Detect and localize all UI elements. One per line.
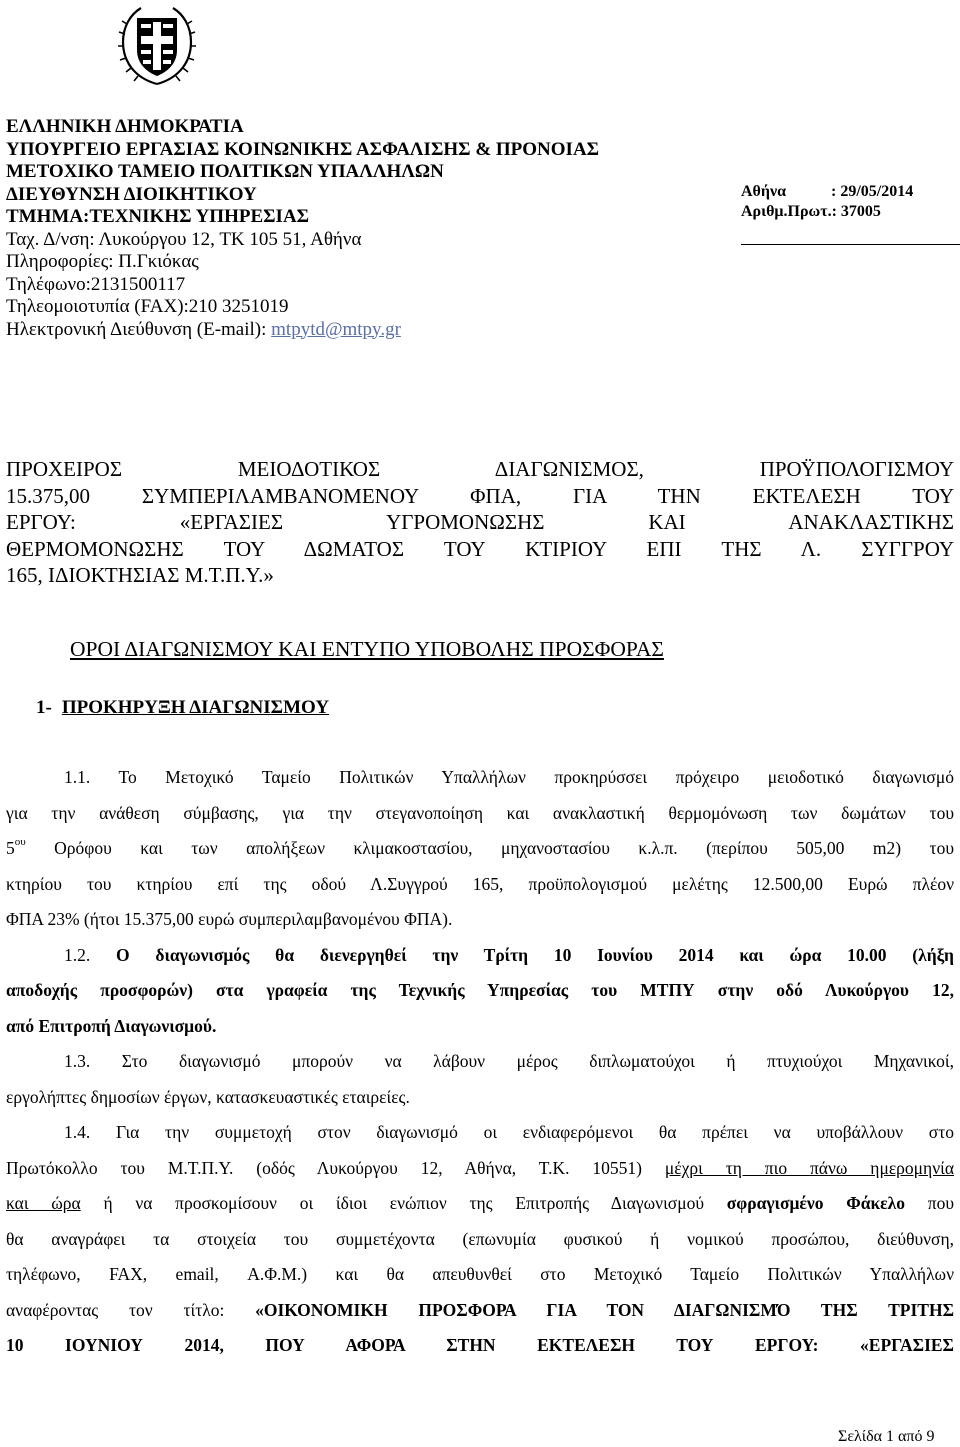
title-line: ΕΡΓΟΥ: «ΕΡΓΑΣΙΕΣ ΥΓΡΟΜΟΝΩΣΗΣ ΚΑΙ ΑΝΑΚΛΑΣΤΙΚΗΣ: [6, 510, 954, 534]
clause-number: 1.3.: [64, 1051, 91, 1071]
paragraph-1-1-line: [6, 760, 954, 796]
date-label: Αθήνα: [741, 183, 787, 200]
clause-text: 5: [6, 838, 15, 858]
clause-text: Για την συμμετοχή στον διαγωνισμό οι ενδιαφερόμενοι θα πρέπει να υποβάλλουν στο: [90, 1122, 954, 1142]
clause-text: Ο διαγωνισμός θα διενεργηθεί την Τρίτη 10 Ιουνίου 2014 και ώρα 10.00 (λήξη: [90, 944, 954, 965]
header-line-ministry: ΥΠΟΥΡΓΕΙΟ ΕΡΓΑΣΙΑΣ ΚΟΙΝΩΝΙΚΗΣ ΑΣΦΑΛΙΣΗΣ & ΠΡΟΝΟΙΑΣ: [6, 138, 600, 160]
paragraph-1-4-line: [6, 1293, 954, 1329]
sender-header: [6, 116, 766, 341]
paragraph-1-1-line: για την ανάθεση σύμβασης, για την στεγανοποίηση και ανακλαστική θερμομόνωση των δωμάτων του: [6, 802, 954, 823]
date-protocol-box: [741, 182, 960, 222]
header-phone: Τηλέφωνο:2131500117: [6, 273, 186, 295]
section-number: 1-: [36, 697, 52, 718]
paragraph-1-1-line: [6, 831, 954, 867]
clause-text: Στο διαγωνισμό μπορούν να λάβουν μέρος διπλωματούχοι ή πτυχιούχοι Μηχανικοί,: [90, 1051, 954, 1071]
clause-text: που: [905, 1193, 955, 1213]
paragraph-1-4-line: τηλέφωνο, FAX, email, Α.Φ.Μ.) και θα απευθυνθεί στο Μετοχικό Ταμείο Πολιτικών Υπαλλήλων: [6, 1264, 954, 1284]
clause-text: Το Μετοχικό Ταμείο Πολιτικών Υπαλλήλων προκηρύσσει πρόχειρο μειοδοτικό διαγωνισμό: [90, 767, 954, 787]
paragraph-1-4-line: θα αναγράφει τα στοιχεία του συμμετέχοντα (επωνυμία φυσικού ή νομικού προσώπου, διεύθυνση,: [6, 1228, 954, 1249]
paragraph-1-2-line: αποδοχής προσφορών) στα γραφεία της Τεχνικής Υπηρεσίας του ΜΤΠΥ στην οδό Λυκούργου 12,: [6, 980, 954, 1000]
paragraph-1-4-line: 10 ΙΟΥΝΙΟΥ 2014, ΠΟΥ ΑΦΟΡΑ ΣΤΗΝ ΕΚΤΕΛΕΣΗ ΤΟΥ ΕΡΓΟΥ: «ΕΡΓΑΣΙΕΣ: [6, 1335, 954, 1355]
header-line-department: ΤΜΗΜΑ:ΤΕΧΝΙΚΗΣ ΥΠΗΡΕΣΙΑΣ: [6, 206, 310, 227]
header-divider: [741, 244, 960, 245]
header-info: Πληροφορίες: Π.Γκιόκας: [6, 251, 199, 272]
paragraph-1-4-line: [6, 1151, 954, 1187]
section-title: ΠΡΟΚΗΡΥΞΗ ΔΙΑΓΩΝΙΣΜΟΥ: [61, 697, 330, 718]
clause-text: ή να προσκομίσουν οι ίδιοι ενώπιον της Επιτροπής Διαγωνισμού: [80, 1193, 727, 1213]
email-label: Ηλεκτρονική Διεύθυνση (E-mail):: [6, 318, 272, 340]
paragraph-1-2-line: από Επιτροπή Διαγωνισμού.: [6, 1015, 217, 1036]
title-line: 15.375,00 ΣΥΜΠΕΡΙΛΑΜΒΑΝΟΜΕΝΟΥ ΦΠΑ, ΓΙΑ ΤΗΝ ΕΚΤΕΛΕΣΗ ΤΟΥ: [6, 483, 954, 508]
clause-number: 1.1.: [64, 767, 91, 787]
terms-heading: ΟΡΟΙ ΔΙΑΓΩΝΙΣΜΟΥ ΚΑΙ ΕΝΤΥΠΟ ΥΠΟΒΟΛΗΣ ΠΡΟΣΦΟΡΑΣ: [70, 637, 664, 661]
underlined-text: και ώρα: [6, 1193, 81, 1213]
clause-text: αναφέροντας τον τίτλο:: [6, 1299, 256, 1320]
protocol-value: : 37005: [831, 203, 881, 220]
section-1-heading: [36, 697, 329, 719]
underlined-text: μέχρι τη πιο πάνω ημερομηνία: [664, 1157, 954, 1178]
ordinal-superscript: ου: [14, 836, 26, 848]
header-fax: Τηλεομοιοτυπία (FAX):210 3251019: [6, 296, 289, 317]
clause-number: 1.2.: [64, 944, 91, 965]
page-number: Σελίδα 1 από 9: [838, 1428, 935, 1445]
bold-text: σφραγισμένο Φάκελο: [726, 1193, 906, 1213]
email-link[interactable]: mtpytd@mtpy.gr: [271, 318, 401, 340]
clause-number: 1.4.: [64, 1122, 91, 1142]
paragraph-1-4-line: [6, 1186, 954, 1222]
title-line: ΘΕΡΜΟΜΟΝΩΣΗΣ ΤΟΥ ΔΩΜΑΤΟΣ ΤΟΥ ΚΤΙΡΙΟΥ ΕΠΙ ΤΗΣ Λ. ΣΥΓΓΡΟΥ: [6, 536, 954, 561]
paragraph-1-3-line: [6, 1044, 954, 1080]
paragraph-1-4-line: [6, 1115, 954, 1151]
bold-text: «ΟΙΚΟΝΟΜΙΚΗ ΠΡΟΣΦΟΡΑ ΓΙΑ ΤΟΝ ΔΙΑΓΩΝΙΣΜΌ ΤΗΣ ΤΡΙΤΗΣ: [255, 1299, 955, 1320]
header-line-directorate: ΔΙΕΥΘΥΝΣΗ ΔΙΟΙΚΗΤΙΚΟΥ: [6, 183, 257, 205]
header-line-country: ΕΛΛΗΝΙΚΗ ΔΗΜΟΚΡΑΤΙΑ: [6, 116, 244, 137]
document-body: [6, 760, 954, 1364]
title-line: 165, ΙΔΙΟΚΤΗΣΙΑΣ Μ.Τ.Π.Υ.»: [6, 563, 274, 587]
paragraph-1-2-line: [6, 938, 954, 974]
header-address: Ταχ. Δ/νση: Λυκούργου 12, ΤΚ 105 51, Αθήνα: [6, 228, 362, 250]
tender-title: [6, 456, 954, 589]
paragraph-1-1-line: ΦΠΑ 23% (ήτοι 15.375,00 ευρώ συμπεριλαμβανομένου ΦΠΑ).: [6, 909, 453, 929]
greek-state-emblem-icon: [117, 4, 197, 88]
header-line-fund: ΜΕΤΟΧΙΚΟ ΤΑΜΕΙΟ ΠΟΛΙΤΙΚΩΝ ΥΠΑΛΛΗΛΩΝ: [6, 161, 444, 182]
clause-text: Πρωτόκολλο του Μ.Τ.Π.Υ. (οδός Λυκούργου 12, Αθήνα, Τ.Κ. 10551): [6, 1157, 665, 1178]
date-value: : 29/05/2014: [831, 183, 914, 200]
paragraph-1-3-line: εργολήπτες δημοσίων έργων, κατασκευαστικές εταιρείες.: [6, 1086, 410, 1107]
header-email-line: [6, 319, 766, 342]
title-line: ΠΡΟΧΕΙΡΟΣ ΜΕΙΟΔΟΤΙΚΟΣ ΔΙΑΓΩΝΙΣΜΟΣ, ΠΡΟΫΠΟΛΟΓΙΣΜΟΥ: [6, 457, 954, 481]
protocol-label: Αριθμ.Πρωτ.: [741, 203, 832, 220]
paragraph-1-1-line: κτηρίου του κτηρίου επί της οδού Λ.Συγγρού 165, προϋπολογισμού μελέτης 12.500,00 Ευρώ πλέον: [6, 873, 954, 894]
clause-text: Ορόφου και των απολήξεων κλιμακοστασίου, μηχανοστασίου κ.λ.π. (περίπου 505,00 m2) του: [25, 838, 954, 858]
